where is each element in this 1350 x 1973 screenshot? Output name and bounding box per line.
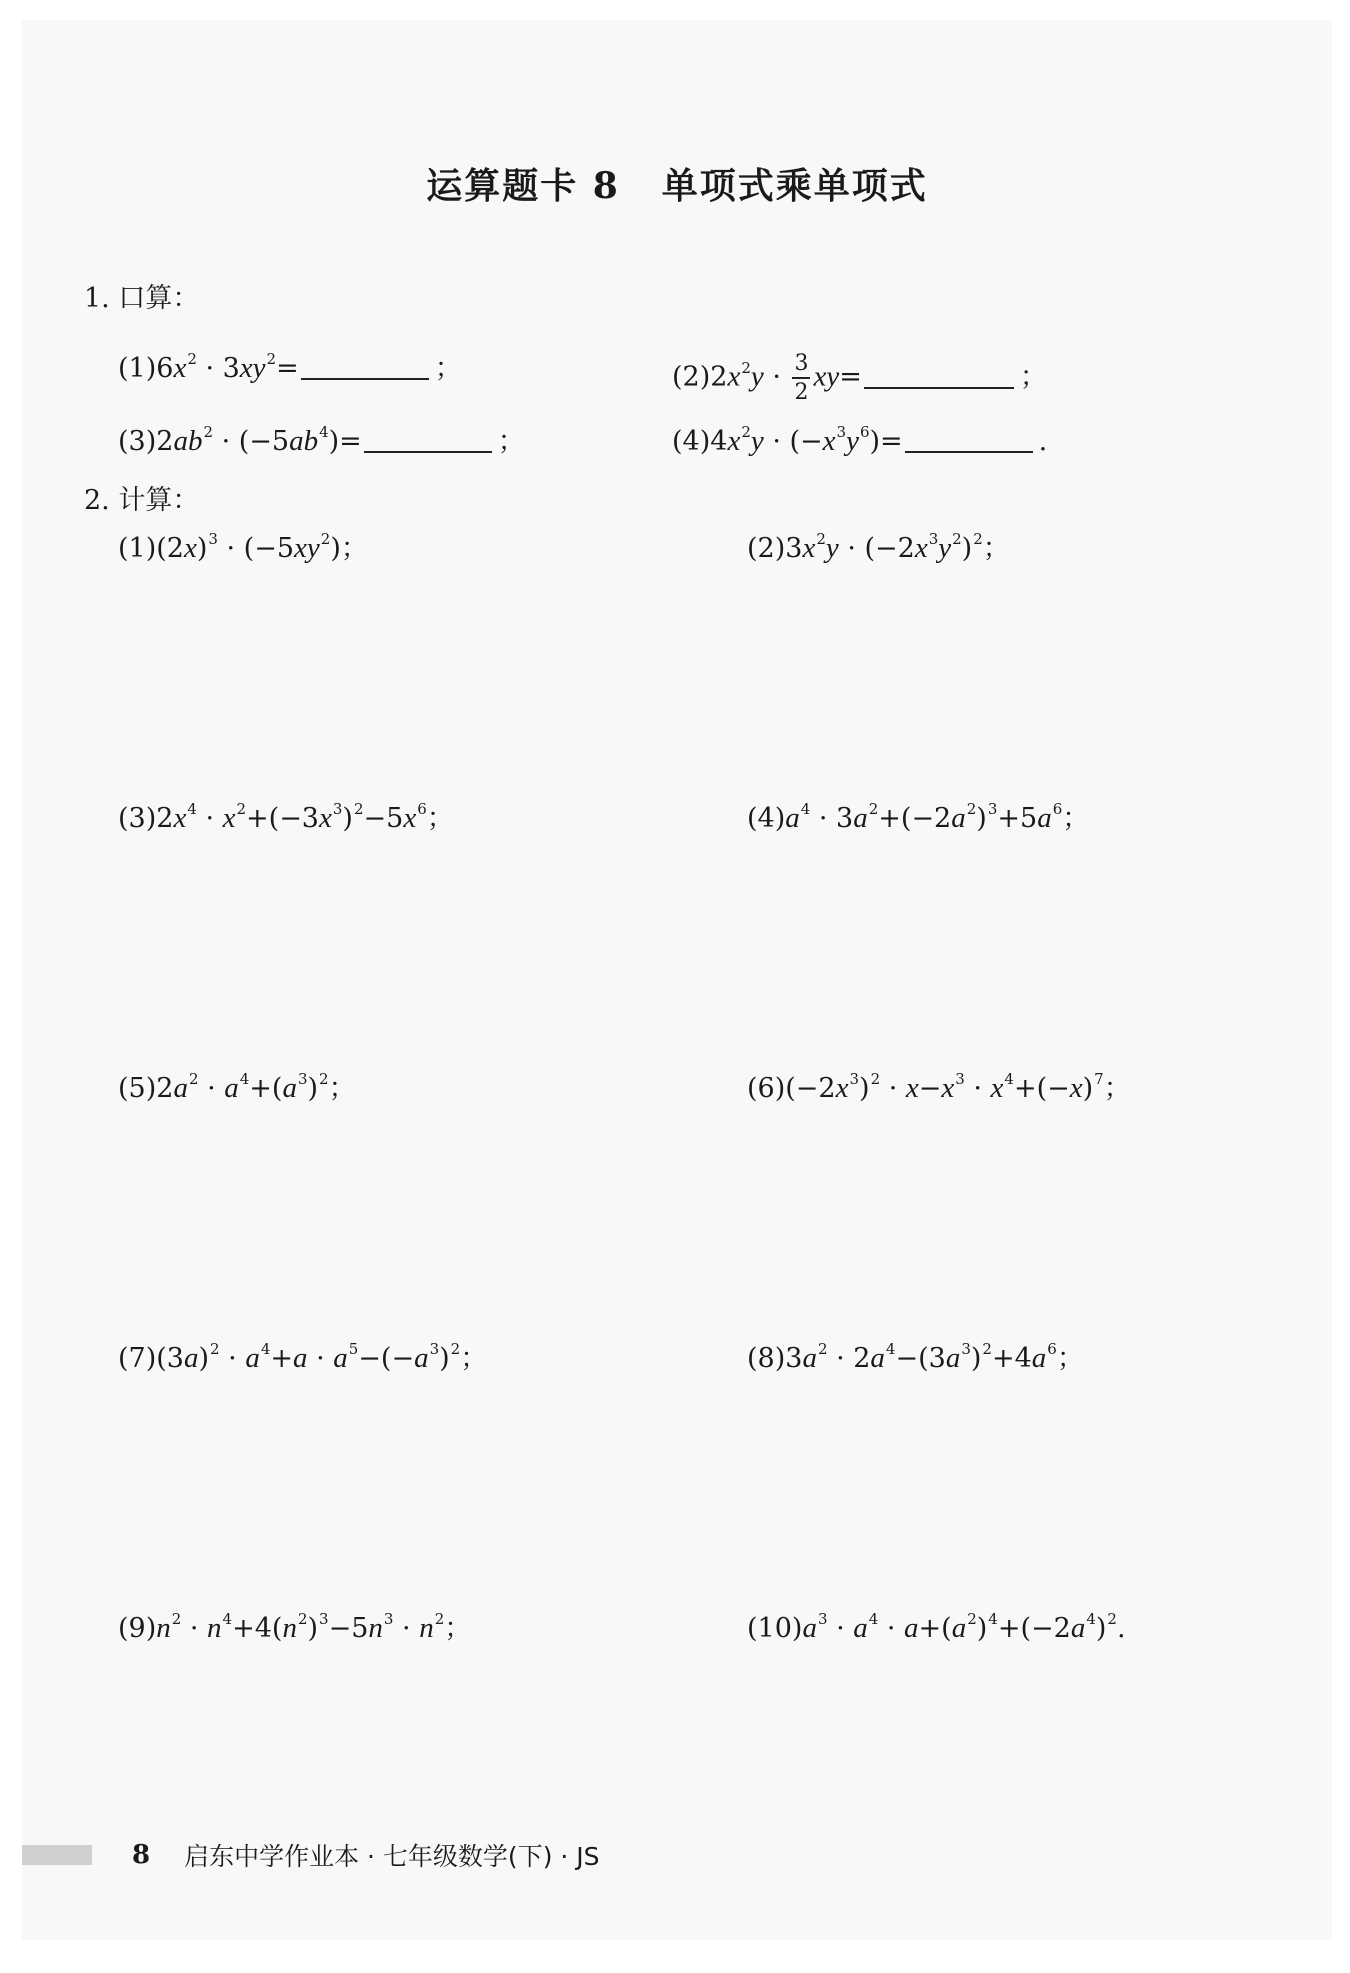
answer-blank[interactable] xyxy=(364,449,492,453)
calc-item-2: $(2)3x^2y \cdot (-2x^3y^2)^2$； xyxy=(747,530,1010,564)
fraction-three-halves: $\frac{3}{2}$ xyxy=(794,351,809,406)
calc-item-9: $(9)n^2 \cdot n^4+4(n^2)^3-5n^3 \cdot n^2$； xyxy=(118,1610,472,1644)
page-footer xyxy=(22,1835,600,1875)
footer-stripe xyxy=(22,1845,92,1865)
answer-blank[interactable] xyxy=(301,376,429,380)
oral-item-2: $(2)2x^2y$ · $\frac{3}{2}$ xy= ； xyxy=(672,351,1047,406)
book-title: 启东中学作业本 · 七年级数学(下) · JS xyxy=(184,1842,600,1871)
calc-item-1: $(1)(2x)^3 \cdot (-5xy^2)$； xyxy=(118,530,368,564)
answer-blank[interactable] xyxy=(905,449,1033,453)
calc-item-8: $(8)3a^2 \cdot 2a^4-(3a^3)^2+4a^6$； xyxy=(747,1340,1084,1374)
card-topic: 单项式乘单项式 xyxy=(661,165,928,207)
calc-item-3: $(3)2x^4 \cdot x^2+(-3x^3)^2-5x^6$； xyxy=(118,800,454,834)
worksheet-page xyxy=(22,20,1332,1940)
oral-item-3: $(3)2ab^2 \cdot (-5ab^4)=$ ； xyxy=(118,423,525,457)
card-label: 运算题卡 8 xyxy=(426,165,620,207)
calc-item-4: $(4)a^4 \cdot 3a^2+(-2a^2)^3+5a^6$； xyxy=(747,800,1090,834)
calc-item-5: $(5)2a^2 \cdot a^4+(a^3)^2$； xyxy=(118,1070,356,1104)
oral-item-1: $(1)6x^2 \cdot 3xy^2=$ ； xyxy=(118,350,462,384)
section-2-heading: 2. 计算： xyxy=(84,485,200,516)
calc-item-7: $(7)(3a)^2 \cdot a^4+a \cdot a^5-(-a^3)^2$； xyxy=(118,1340,488,1374)
page-title xyxy=(22,158,1332,209)
calc-item-6: $(6)(-2x^3)^2 \cdot x-x^3 \cdot x^4+(-x)^7$； xyxy=(747,1070,1131,1104)
oral-item-4: $(4)4x^2y \cdot (-x^3y^6)=$ . xyxy=(672,423,1048,457)
calc-item-10: $(10)a^3 \cdot a^4 \cdot a+(a^2)^4+(-2a^4)^2$. xyxy=(747,1610,1126,1644)
section-1-heading: 1. 口算： xyxy=(84,283,200,314)
answer-blank[interactable] xyxy=(864,385,1014,389)
page-number: 8 xyxy=(132,1840,151,1870)
